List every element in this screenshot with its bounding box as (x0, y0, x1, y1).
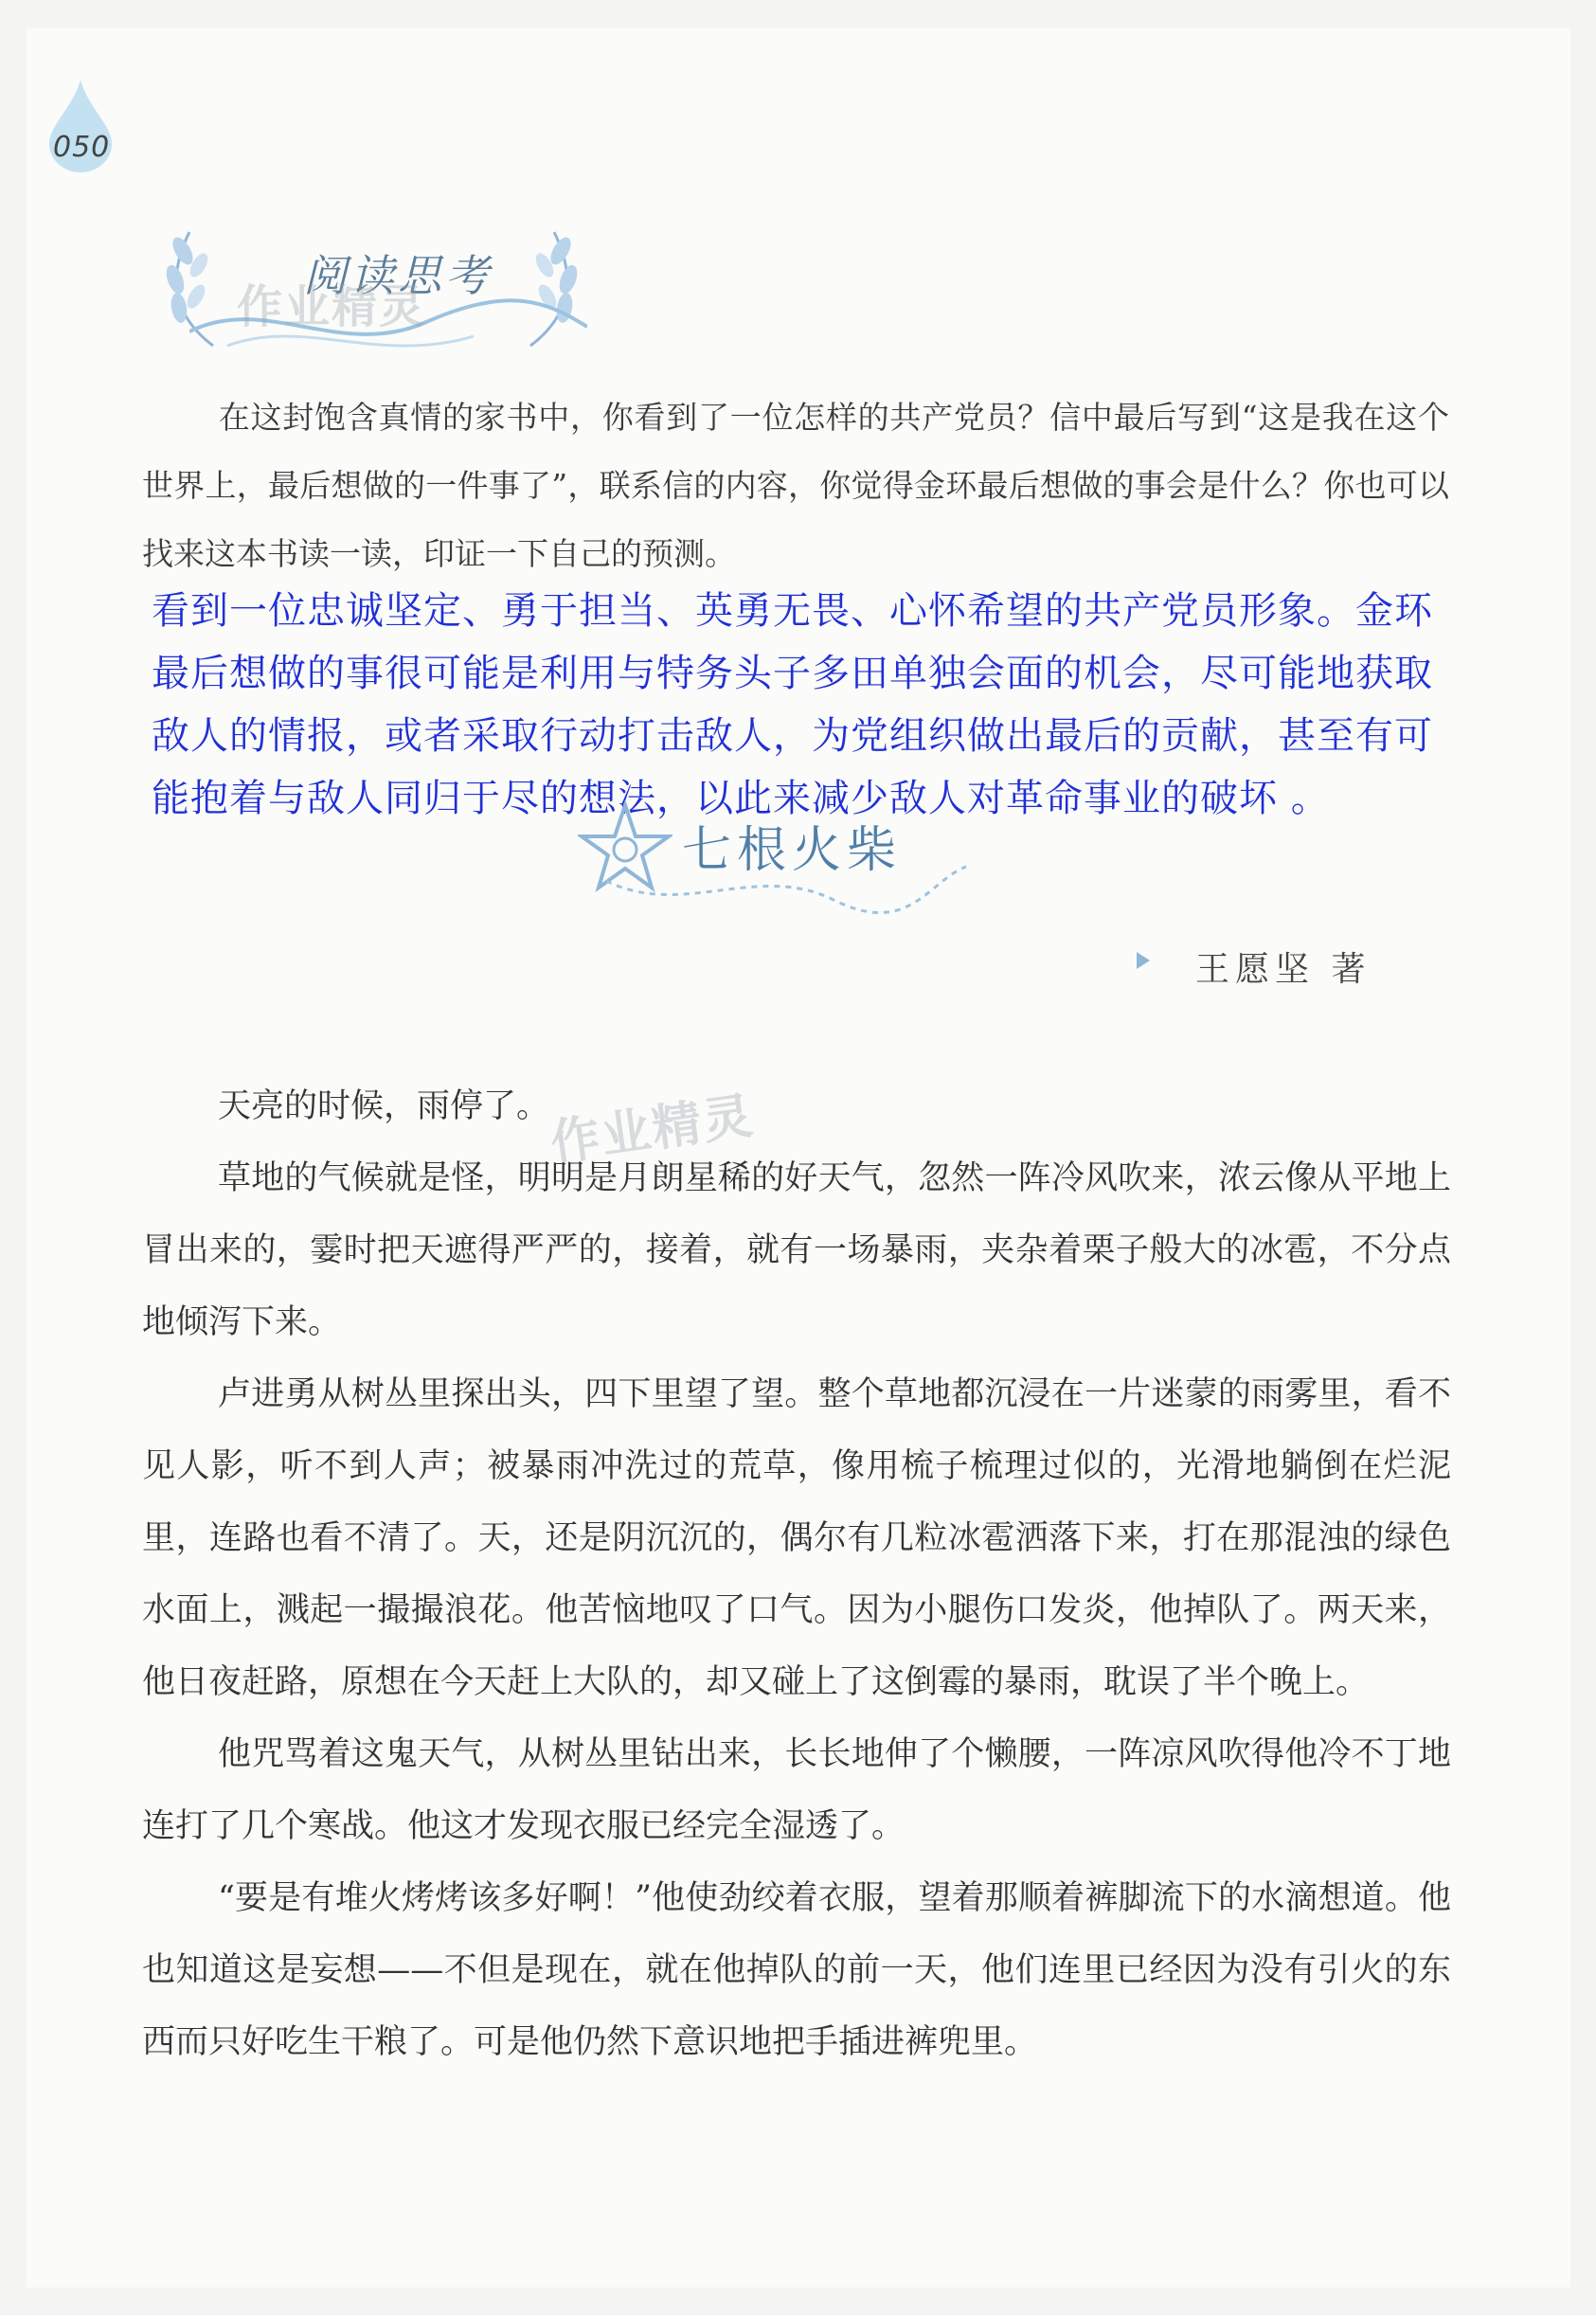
reading-prompt: 在这封饱含真情的家书中，你看到了一位怎样的共产党员？信中最后写到“这是我在这个世界上，最后想做的一件事了”，联系信的内容，你觉得金环最后想做的事会是什么？你也可以找来这本书读一读，印证一下自己的预测。 (142, 399, 1449, 572)
paragraph: 他咒骂着这鬼天气，从树丛里钻出来，长长地伸了个懒腰，一阵凉风吹得他冷不丁地连打了几个寒战。他这才发现衣服已经完全湿透了。 (142, 1735, 1451, 1845)
book-title: 七根火柴 (682, 822, 903, 879)
section-header: 阅读思考 (303, 250, 493, 301)
paragraph: “要是有堆火烤烤该多好啊！”他使劲绞着衣服，望着那顺着裤脚流下的水滴想道。他也知道这是妄想——不但是现在，就在他掉队的前一天，他们连里已经因为没有引火的东西而只好吃生干粮了。可是他仍然下意识地把手插进裤兜里。 (142, 1879, 1451, 2061)
watermark: 作业精灵 (547, 1087, 758, 1173)
paragraph: 天亮的时候，雨停了。 (218, 1087, 550, 1125)
author: 王愿坚 著 (1195, 950, 1372, 989)
watermark: 作业精灵 (237, 280, 427, 333)
page-number: 050 (53, 131, 111, 164)
triangle-icon (1137, 952, 1150, 969)
paragraph: 卢进勇从树丛里探出头，四下里望了望。整个草地都沉浸在一片迷蒙的雨雾里，看不见人影，听不到人声；被暴雨冲洗过的荒草，像用梳子梳理过似的，光滑地躺倒在烂泥里，连路也看不清了。天，还是阴沉沉的，偶尔有几粒冰雹洒落下来，打在那混浊的绿色水面上，溅起一撮撮浪花。他苦恼地叹了口气。因为小腿伤口发炎，他掉队了。两天来，他日夜赶路，原想在今天赶上大队的，却又碰上了这倒霉的暴雨，耽误了半个晚上。 (142, 1375, 1451, 1701)
handwritten-answer: 看到一位忠诚坚定、勇于担当、英勇无畏、心怀希望的共产党员形象。金环最后想做的事很可能是利用与特务头子多田单独会面的机会，尽可能地获取敌人的情报，或者采取行动打击敌人，为党组织做出最后的贡献，甚至有可能抱着与敌人同归于尽的想法，以此来减少敌人对革命事业的破坏 。 (152, 589, 1433, 820)
paragraph: 草地的气候就是怪，明明是月朗星稀的好天气，忽然一阵冷风吹来，浓云像从平地上冒出来的，霎时把天遮得严严的，接着，就有一场暴雨，夹杂着栗子般大的冰雹，不分点地倾泻下来。 (142, 1159, 1451, 1341)
story-body (142, 1070, 1451, 2078)
